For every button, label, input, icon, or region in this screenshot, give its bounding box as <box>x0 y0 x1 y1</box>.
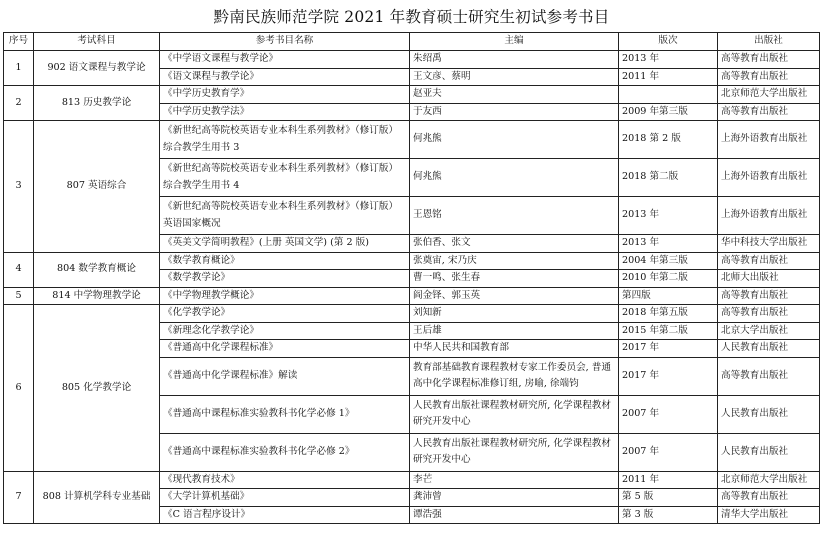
publisher-cell: 北师大出版社 <box>718 270 820 288</box>
publisher-cell: 高等教育出版社 <box>718 51 820 69</box>
publisher-cell: 人民教育出版社 <box>718 340 820 358</box>
publisher-cell: 高等教育出版社 <box>718 103 820 121</box>
book-title-cell: 《数学教学论》 <box>160 270 410 288</box>
edition-cell: 2009 年第三版 <box>619 103 718 121</box>
publisher-cell: 北京师范大学出版社 <box>718 86 820 104</box>
editor-cell: 刘知新 <box>410 305 619 323</box>
header-edition: 版次 <box>619 33 718 51</box>
editor-cell: 赵亚夫 <box>410 86 619 104</box>
exam-subject-cell: 807 英语综合 <box>34 121 160 253</box>
serial-number-cell: 4 <box>4 252 34 287</box>
header-exam-subject: 考试科目 <box>34 33 160 51</box>
editor-cell: 龚沛曾 <box>410 489 619 507</box>
table-row <box>4 252 820 270</box>
header-editor: 主编 <box>410 33 619 51</box>
table-row <box>4 51 820 69</box>
editor-cell: 于友西 <box>410 103 619 121</box>
editor-cell: 何兆熊 <box>410 159 619 197</box>
edition-cell: 2004 年第三版 <box>619 252 718 270</box>
serial-number-cell: 1 <box>4 51 34 86</box>
edition-cell: 2018 第 2 版 <box>619 121 718 159</box>
exam-subject-cell: 804 数学教育概论 <box>34 252 160 287</box>
table-row <box>4 121 820 159</box>
header-publisher: 出版社 <box>718 33 820 51</box>
book-title-cell: 《中学历史教育学》 <box>160 86 410 104</box>
editor-cell: 朱绍禹 <box>410 51 619 69</box>
serial-number-cell: 6 <box>4 305 34 472</box>
serial-number-cell: 7 <box>4 471 34 524</box>
edition-cell: 2010 年第二版 <box>619 270 718 288</box>
book-title-cell: 《化学教学论》 <box>160 305 410 323</box>
editor-cell: 阎金铎、郭玉英 <box>410 287 619 305</box>
publisher-cell: 人民教育出版社 <box>718 433 820 471</box>
reference-book-table <box>3 32 820 524</box>
editor-cell: 李芒 <box>410 471 619 489</box>
serial-number-cell: 3 <box>4 121 34 253</box>
editor-cell: 谭浩强 <box>410 506 619 524</box>
book-title-cell: 《普通高中化学课程标准》 <box>160 340 410 358</box>
edition-cell: 2017 年 <box>619 357 718 395</box>
book-title-cell: 《现代教育技术》 <box>160 471 410 489</box>
editor-cell: 人民教育出版社课程教材研究所, 化学课程教材研究开发中心 <box>410 433 619 471</box>
book-title-cell: 《普通高中课程标准实验教科书化学必修 2》 <box>160 433 410 471</box>
table-row <box>4 471 820 489</box>
edition-cell: 2013 年 <box>619 197 718 235</box>
edition-cell: 2013 年 <box>619 51 718 69</box>
edition-cell: 2017 年 <box>619 340 718 358</box>
editor-cell: 王后雄 <box>410 322 619 340</box>
editor-cell: 人民教育出版社课程教材研究所, 化学课程教材研究开发中心 <box>410 395 619 433</box>
publisher-cell: 高等教育出版社 <box>718 68 820 86</box>
edition-cell: 第 5 版 <box>619 489 718 507</box>
book-title-cell: 《C 语言程序设计》 <box>160 506 410 524</box>
publisher-cell: 高等教育出版社 <box>718 357 820 395</box>
book-title-cell: 《英美文学简明教程》(上册 英国文学) (第 2 版) <box>160 235 410 253</box>
edition-cell: 2011 年 <box>619 471 718 489</box>
publisher-cell: 高等教育出版社 <box>718 489 820 507</box>
header-book-title: 参考书目名称 <box>160 33 410 51</box>
publisher-cell: 高等教育出版社 <box>718 287 820 305</box>
book-title-cell: 《中学语文课程与教学论》 <box>160 51 410 69</box>
editor-cell: 张伯香、张文 <box>410 235 619 253</box>
book-title-cell: 《中学历史教学法》 <box>160 103 410 121</box>
book-title-cell: 《新世纪高等院校英语专业本科生系列教材》（修订版）综合教学生用书 3 <box>160 121 410 159</box>
edition-cell: 2007 年 <box>619 395 718 433</box>
editor-cell: 曹一鸣、张生春 <box>410 270 619 288</box>
serial-number-cell: 2 <box>4 86 34 121</box>
book-title-cell: 《语文课程与教学论》 <box>160 68 410 86</box>
header-serial-no: 序号 <box>4 33 34 51</box>
publisher-cell: 上海外语教育出版社 <box>718 121 820 159</box>
book-title-cell: 《普通高中化学课程标准》解读 <box>160 357 410 395</box>
editor-cell: 王恩铭 <box>410 197 619 235</box>
publisher-cell: 北京大学出版社 <box>718 322 820 340</box>
edition-cell: 2007 年 <box>619 433 718 471</box>
edition-cell: 2013 年 <box>619 235 718 253</box>
table-body <box>4 51 820 524</box>
exam-subject-cell: 814 中学物理教学论 <box>34 287 160 305</box>
editor-cell: 王文彦、蔡明 <box>410 68 619 86</box>
book-title-cell: 《大学计算机基础》 <box>160 489 410 507</box>
publisher-cell: 清华大学出版社 <box>718 506 820 524</box>
publisher-cell: 上海外语教育出版社 <box>718 159 820 197</box>
edition-cell: 2015 年第二版 <box>619 322 718 340</box>
book-title-cell: 《新世纪高等院校英语专业本科生系列教材》（修订版）英语国家概况 <box>160 197 410 235</box>
publisher-cell: 人民教育出版社 <box>718 395 820 433</box>
table-row <box>4 305 820 323</box>
edition-cell: 第 3 版 <box>619 506 718 524</box>
edition-cell: 2011 年 <box>619 68 718 86</box>
table-header-row <box>4 33 820 51</box>
edition-cell: 2018 第二版 <box>619 159 718 197</box>
table-row <box>4 86 820 104</box>
exam-subject-cell: 902 语文课程与教学论 <box>34 51 160 86</box>
page-title: 黔南民族师范学院 2021 年教育硕士研究生初试参考书目 <box>213 8 610 26</box>
book-title-cell: 《数学教育概论》 <box>160 252 410 270</box>
exam-subject-cell: 808 计算机学科专业基础 <box>34 471 160 524</box>
publisher-cell: 高等教育出版社 <box>718 305 820 323</box>
editor-cell: 中华人民共和国教育部 <box>410 340 619 358</box>
publisher-cell: 北京师范大学出版社 <box>718 471 820 489</box>
editor-cell: 教育部基础教育课程教材专家工作委员会, 普通高中化学课程标准修订组, 房喻, 徐端钧 <box>410 357 619 395</box>
book-title-cell: 《中学物理教学概论》 <box>160 287 410 305</box>
book-title-cell: 《普通高中课程标准实验教科书化学必修 1》 <box>160 395 410 433</box>
edition-cell <box>619 86 718 104</box>
edition-cell: 第四版 <box>619 287 718 305</box>
serial-number-cell: 5 <box>4 287 34 305</box>
table-row <box>4 287 820 305</box>
editor-cell: 张奠宙, 宋乃庆 <box>410 252 619 270</box>
edition-cell: 2018 年第五版 <box>619 305 718 323</box>
exam-subject-cell: 813 历史教学论 <box>34 86 160 121</box>
exam-subject-cell: 805 化学教学论 <box>34 305 160 472</box>
publisher-cell: 华中科技大学出版社 <box>718 235 820 253</box>
publisher-cell: 上海外语教育出版社 <box>718 197 820 235</box>
book-title-cell: 《新世纪高等院校英语专业本科生系列教材》（修订版）综合教学生用书 4 <box>160 159 410 197</box>
publisher-cell: 高等教育出版社 <box>718 252 820 270</box>
editor-cell: 何兆熊 <box>410 121 619 159</box>
book-title-cell: 《新理念化学教学论》 <box>160 322 410 340</box>
